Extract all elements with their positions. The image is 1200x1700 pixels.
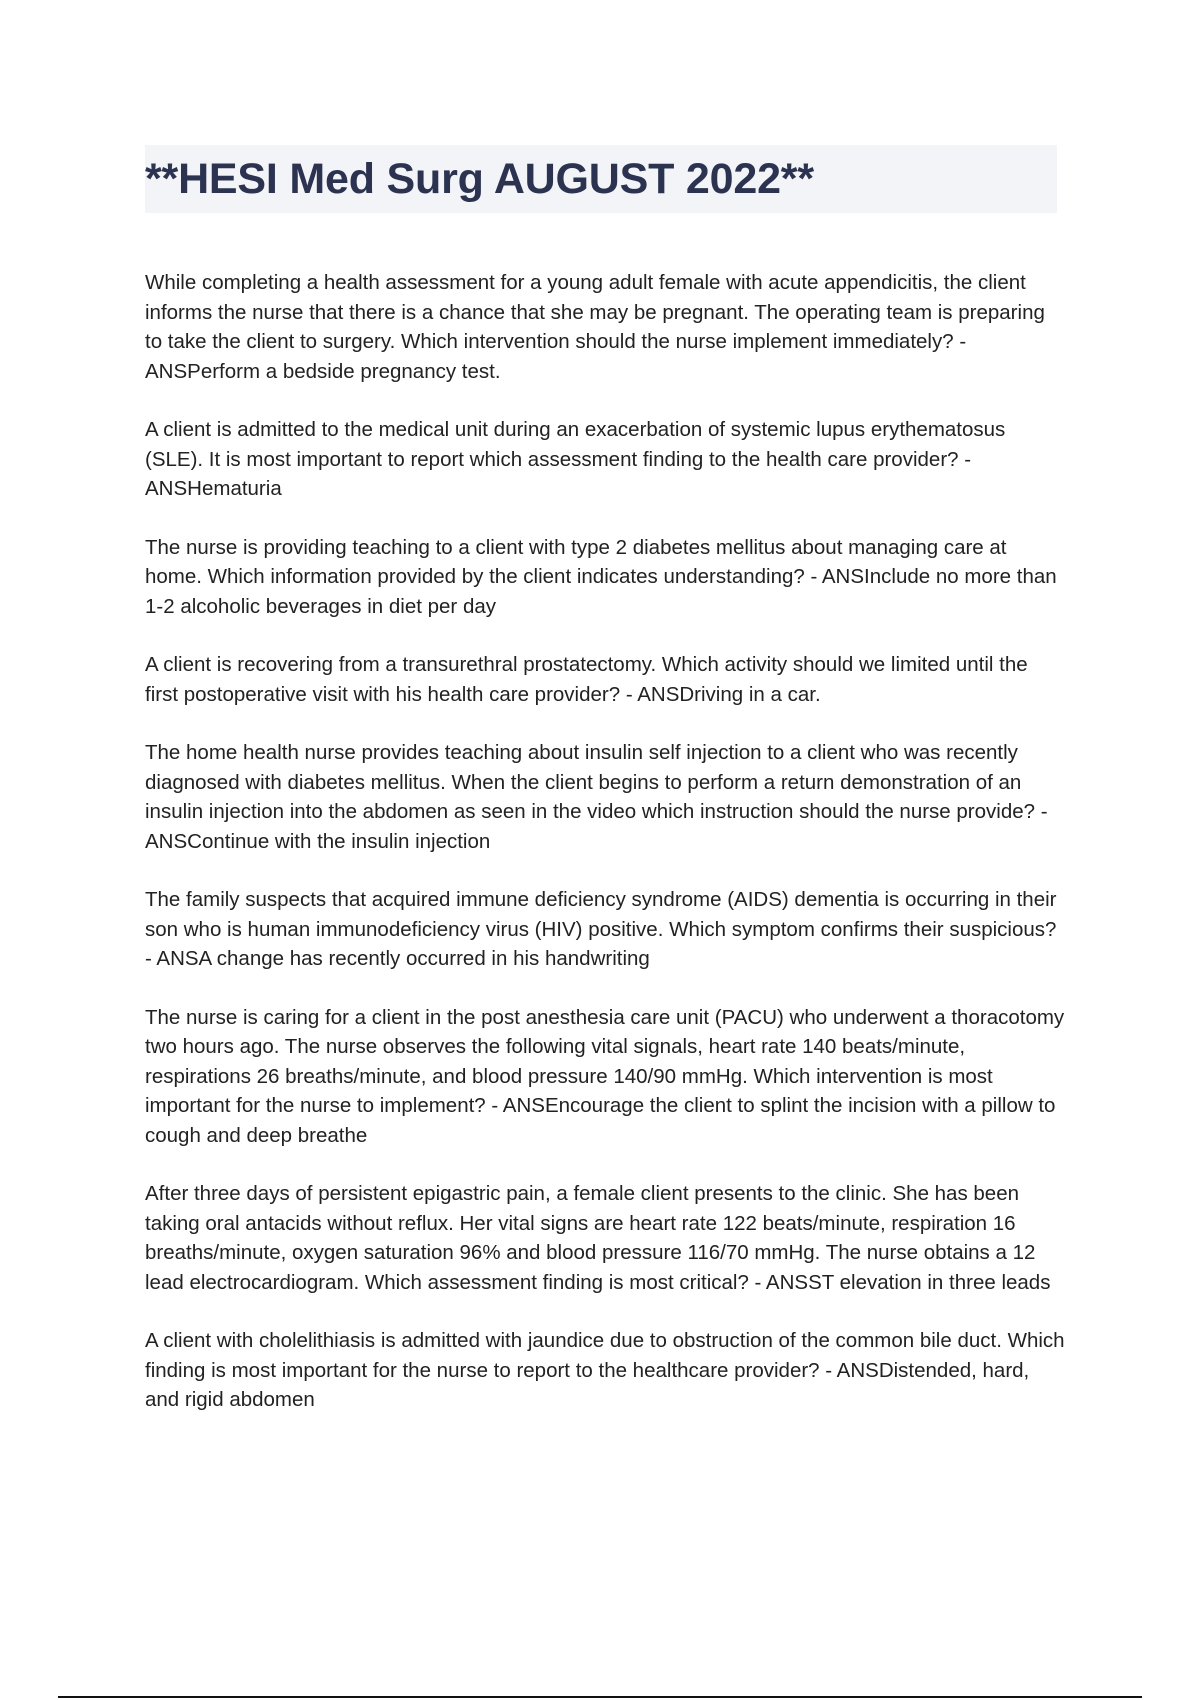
- answer-text: Continue with the insulin injection: [187, 829, 491, 853]
- question-text: While completing a health assessment for a young adult female with acute appendicitis, the client informs the nurse that there is a chance that she may be pregnant. The operating team is preparing to take the client to surgery. Which intervention should the nurse implement immediately? - ANS: [145, 271, 1045, 383]
- qa-item: [145, 533, 1065, 622]
- qa-item: [145, 650, 1065, 709]
- title-banner: [145, 145, 1057, 213]
- footer-divider: [58, 1696, 1142, 1698]
- question-text: After three days of persistent epigastric pain, a female client presents to the clinic. She has been taking oral antacids without reflux. Her vital signs are heart rate 122 beats/minute, respiration 16 breaths/minute, oxygen saturation 96% and blood pressure 116/70 mmHg. The nurse obtains a 12 lead electrocardiogram. Which assessment finding is most critical? - ANS: [145, 1182, 1036, 1294]
- question-text: The family suspects that acquired immune deficiency syndrome (AIDS) dementia is occurring in their son who is human immunodeficiency virus (HIV) positive. Which symptom confirms their suspicious? - ANS: [145, 888, 1057, 970]
- answer-text: Driving in a car.: [679, 682, 821, 706]
- question-text: A client is admitted to the medical unit during an exacerbation of systemic lupus erythematosus (SLE). It is most important to report which assessment finding to the health care provider? - ANS: [145, 418, 1006, 500]
- answer-text: Include no more than 1-2 alcoholic beverages in diet per day: [145, 565, 1057, 618]
- answer-text: Encourage the client to splint the incision with a pillow to cough and deep breathe: [145, 1094, 1056, 1147]
- answer-text: Distended, hard, and rigid abdomen: [145, 1358, 1030, 1411]
- question-text: The nurse is caring for a client in the post anesthesia care unit (PACU) who underwent a thoracotomy two hours ago. The nurse observes the following vital signals, heart rate 140 beats/minute, respirations 26 breaths/minute, and blood pressure 140/90 mmHg. Which intervention is most important for the nurse to implement? - ANS: [145, 1005, 1065, 1117]
- qa-item: [145, 738, 1065, 856]
- qa-item: [145, 885, 1065, 974]
- question-text: A client with cholelithiasis is admitted with jaundice due to obstruction of the common bile duct. Which finding is most important for the nurse to report to the healthcare provider? - ANS: [145, 1329, 1065, 1382]
- answer-text: Hematuria: [187, 477, 282, 500]
- qa-item: [145, 268, 1065, 386]
- question-text: The home health nurse provides teaching about insulin self injection to a client who was recently diagnosed with diabetes mellitus. When the client begins to perform a return demonstration of an insulin injection into the abdomen as seen in the video which instruction should the nurse provide? - ANS: [145, 741, 1048, 853]
- qa-item: [145, 1003, 1065, 1151]
- qa-list: [145, 268, 1065, 1444]
- document-title: **HESI Med Surg AUGUST 2022**: [145, 155, 814, 203]
- answer-text: ST elevation in three leads: [808, 1270, 1051, 1294]
- qa-item: [145, 1326, 1065, 1415]
- qa-item: [145, 415, 1065, 504]
- question-text: The nurse is providing teaching to a client with type 2 diabetes mellitus about managing care at home. Which information provided by the client indicates understanding? - ANS: [145, 535, 1007, 588]
- answer-text: Perform a bedside pregnancy test.: [187, 359, 501, 383]
- answer-text: A change has recently occurred in his handwriting: [198, 947, 650, 970]
- qa-item: [145, 1179, 1065, 1297]
- question-text: A client is recovering from a transurethral prostatectomy. Which activity should we limited until the first postoperative visit with his health care provider? - ANS: [145, 653, 1028, 706]
